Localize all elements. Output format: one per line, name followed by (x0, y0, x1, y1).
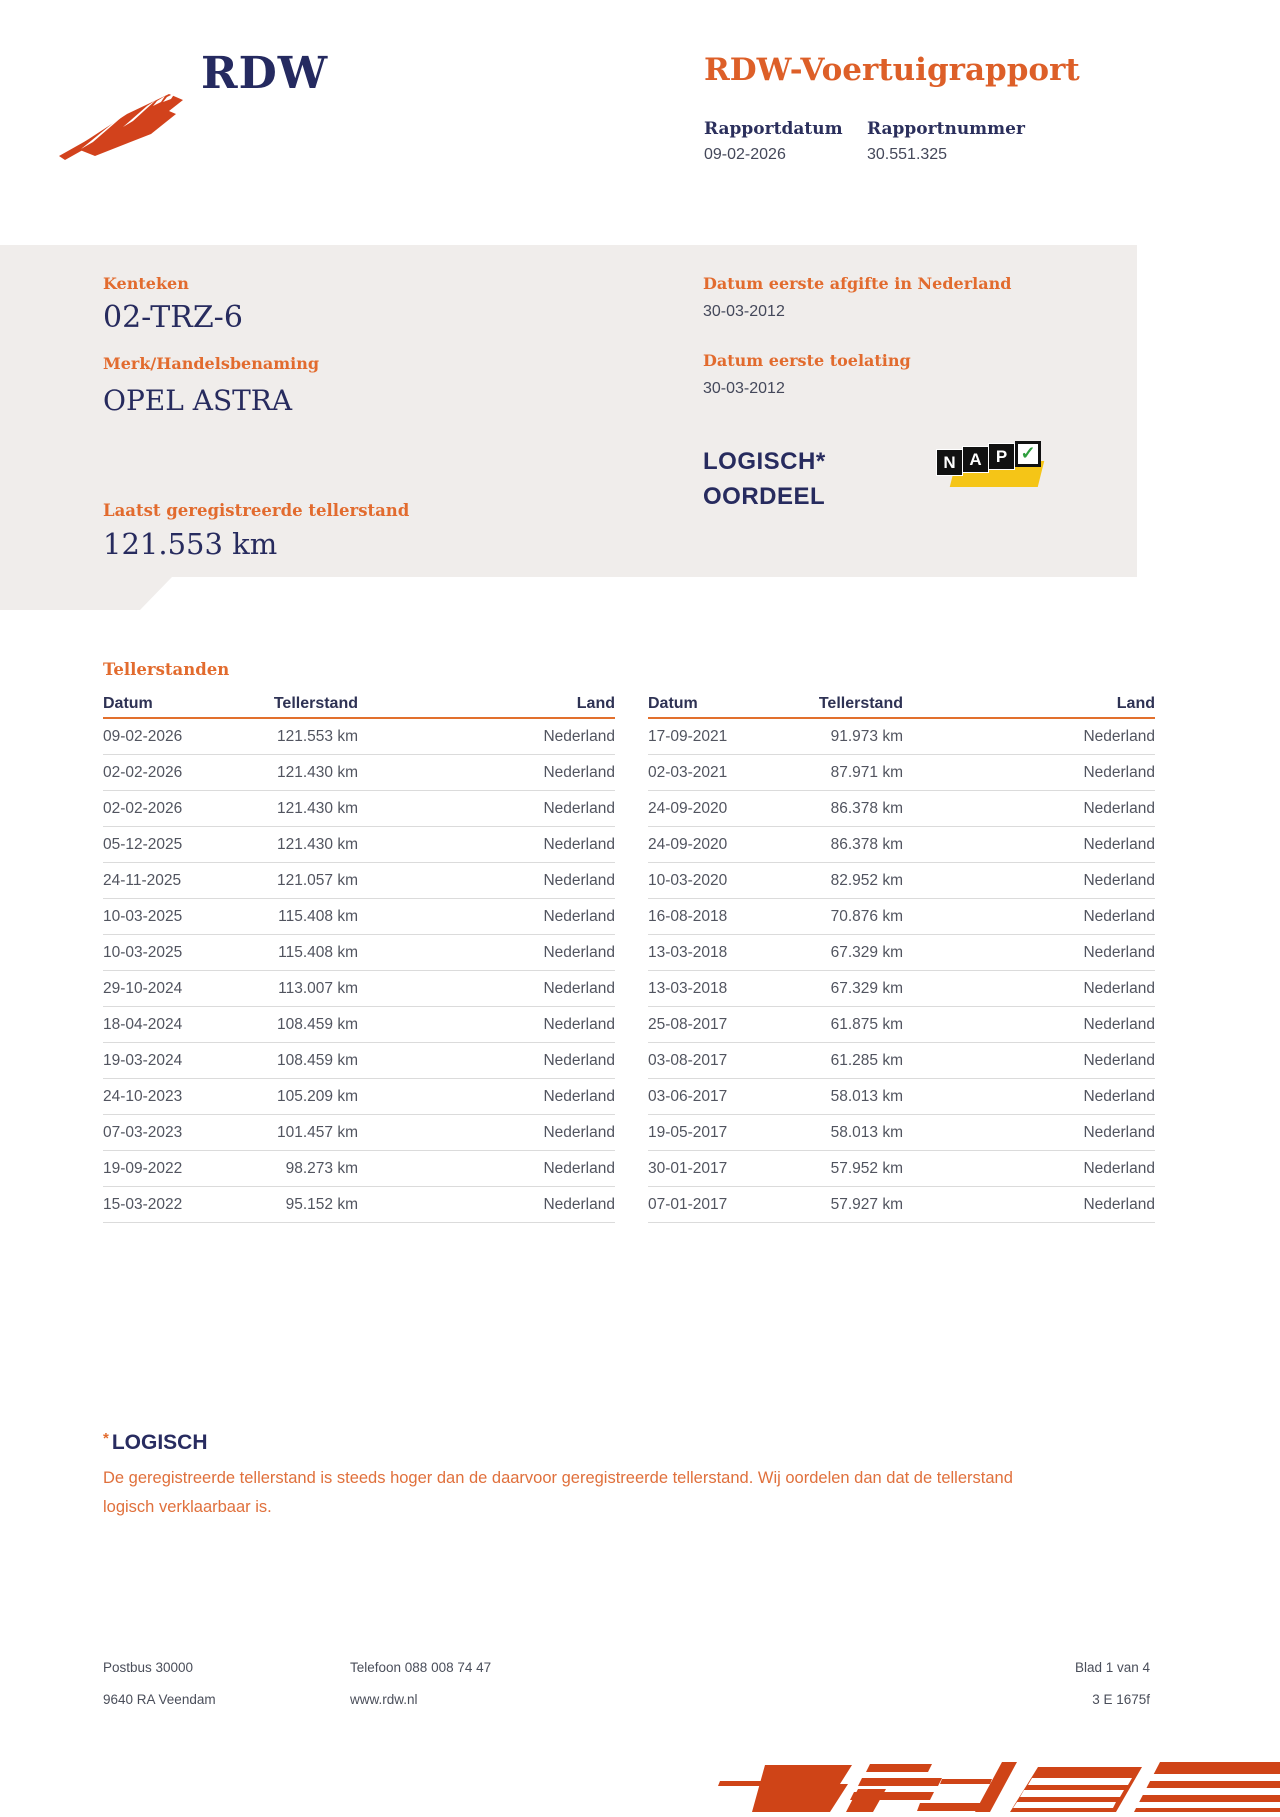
table-cell: Nederland (543, 1015, 615, 1033)
table-cell: 15-03-2022 (103, 1195, 183, 1213)
table-cell: 13-03-2018 (648, 979, 728, 997)
table-cell: 16-08-2018 (648, 907, 728, 925)
table-cell: Nederland (1083, 727, 1155, 745)
table-cell: Nederland (1083, 979, 1155, 997)
table-row (103, 1187, 615, 1223)
column-header-tellerstand: Tellerstand (818, 694, 903, 712)
oordeel-value (703, 444, 826, 514)
table-cell: Nederland (1083, 1087, 1155, 1105)
table-cell: Nederland (1083, 763, 1155, 781)
table-row (103, 899, 615, 935)
table-cell: 82.952 km (830, 871, 903, 889)
table-cell: Nederland (543, 1051, 615, 1069)
table-cell: 61.285 km (830, 1051, 903, 1069)
table-cell: 07-03-2023 (103, 1123, 183, 1141)
table-row (103, 1007, 615, 1043)
table-cell: 24-11-2025 (103, 871, 182, 889)
table-row (648, 719, 1155, 755)
report-date-value: 09-02-2026 (704, 146, 786, 163)
table-cell: Nederland (543, 1123, 615, 1141)
logisch-footnote-heading (103, 1430, 208, 1455)
footnote-asterisk: * (103, 1430, 109, 1447)
rdw-logo-text: RDW (201, 48, 329, 99)
table-cell: 24-10-2023 (103, 1087, 183, 1105)
table-cell: 02-02-2026 (103, 763, 183, 781)
table-cell: 87.971 km (830, 763, 903, 781)
table-cell: 07-01-2017 (648, 1195, 728, 1213)
nap-letter-p: P (989, 444, 1014, 469)
table-cell: 113.007 km (278, 979, 358, 997)
table-cell: 98.273 km (285, 1159, 358, 1177)
table-cell: 58.013 km (830, 1123, 903, 1141)
table-cell: 02-03-2021 (648, 763, 728, 781)
table-cell: Nederland (543, 907, 615, 925)
table-cell: 03-08-2017 (648, 1051, 728, 1069)
footer-website: www.rdw.nl (350, 1692, 418, 1707)
table-cell: 121.553 km (277, 727, 358, 745)
footer-page-number: Blad 1 van 4 (1074, 1660, 1150, 1675)
table-row (648, 1079, 1155, 1115)
table-cell: Nederland (543, 727, 615, 745)
column-header-datum: Datum (648, 694, 698, 712)
nap-letter-n: N (937, 450, 962, 475)
merk-label: Merk/Handelsbenaming (103, 354, 320, 373)
report-date-label: Rapportdatum (704, 119, 843, 139)
nap-logo (937, 441, 1041, 491)
table-cell: 115.408 km (278, 907, 358, 925)
table-cell: 57.927 km (830, 1195, 903, 1213)
nap-checkmark-icon: ✓ (1015, 441, 1041, 467)
table-row (648, 899, 1155, 935)
table-cell: 10-03-2025 (103, 943, 183, 961)
table-cell: 17-09-2021 (648, 727, 728, 745)
rdw-flag-graphic (690, 1762, 1280, 1812)
footnote-heading-text: LOGISCH (111, 1431, 208, 1454)
eerste-toelating-label: Datum eerste toelating (703, 351, 911, 370)
table-cell: 108.459 km (277, 1051, 358, 1069)
eerste-afgifte-label: Datum eerste afgifte in Nederland (703, 274, 1012, 293)
kenteken-label: Kenteken (103, 274, 189, 293)
table-cell: 86.378 km (830, 799, 903, 817)
table-cell: Nederland (1083, 1051, 1155, 1069)
table-cell: 95.152 km (285, 1195, 358, 1213)
table-cell: Nederland (1083, 1015, 1155, 1033)
table-header-row (103, 690, 615, 719)
table-row (648, 1151, 1155, 1187)
table-row (648, 935, 1155, 971)
laatste-tellerstand-label: Laatst geregistreerde tellerstand (103, 501, 410, 520)
table-row (648, 1115, 1155, 1151)
table-cell: 10-03-2020 (648, 871, 728, 889)
column-header-tellerstand: Tellerstand (273, 694, 358, 712)
table-cell: 30-01-2017 (648, 1159, 728, 1177)
table-cell: 02-02-2026 (103, 799, 183, 817)
table-cell: 61.875 km (830, 1015, 903, 1033)
rdw-feather-icon (57, 84, 187, 162)
table-cell: Nederland (543, 763, 615, 781)
table-row (648, 755, 1155, 791)
table-cell: 24-09-2020 (648, 799, 728, 817)
table-cell: 25-08-2017 (648, 1015, 728, 1033)
laatste-tellerstand-value: 121.553 km (103, 527, 278, 561)
table-row (103, 1151, 615, 1187)
meter-table-right (648, 690, 1155, 1223)
meter-table-left (103, 690, 615, 1223)
report-number-value: 30.551.325 (867, 146, 948, 163)
footer-phone: Telefoon 088 008 74 47 (350, 1660, 492, 1675)
table-cell: 09-02-2026 (103, 727, 183, 745)
table-row (103, 755, 615, 791)
table-row (103, 1115, 615, 1151)
table-cell: Nederland (543, 1159, 615, 1177)
table-cell: 91.973 km (830, 727, 903, 745)
column-header-datum: Datum (103, 694, 153, 712)
table-cell: 105.209 km (277, 1087, 358, 1105)
table-cell: Nederland (1083, 835, 1155, 853)
nap-letter-a: A (963, 447, 988, 472)
table-row (103, 827, 615, 863)
table-cell: 19-05-2017 (648, 1123, 728, 1141)
table-cell: 19-03-2024 (103, 1051, 183, 1069)
eerste-afgifte-value: 30-03-2012 (703, 303, 785, 320)
report-number-label: Rapportnummer (867, 119, 1025, 139)
table-cell: 121.430 km (277, 763, 358, 781)
eerste-toelating-value: 30-03-2012 (703, 380, 785, 397)
table-cell: Nederland (1083, 799, 1155, 817)
table-row (648, 863, 1155, 899)
table-cell: 115.408 km (278, 943, 358, 961)
table-cell: Nederland (1083, 1123, 1155, 1141)
table-cell: Nederland (543, 1087, 615, 1105)
footer-address-line1: Postbus 30000 (103, 1660, 194, 1675)
table-row (103, 791, 615, 827)
table-cell: 70.876 km (830, 907, 903, 925)
table-cell: 108.459 km (277, 1015, 358, 1033)
table-cell: 10-03-2025 (103, 907, 183, 925)
table-row (103, 1043, 615, 1079)
table-cell: 03-06-2017 (648, 1087, 728, 1105)
table-cell: 57.952 km (830, 1159, 903, 1177)
table-cell: Nederland (543, 943, 615, 961)
table-cell: 19-09-2022 (103, 1159, 183, 1177)
table-row (648, 1043, 1155, 1079)
table-row (648, 1187, 1155, 1223)
table-cell: Nederland (543, 871, 615, 889)
table-cell: 58.013 km (830, 1087, 903, 1105)
table-row (648, 827, 1155, 863)
oordeel-line1: LOGISCH* (703, 448, 826, 475)
tellerstanden-title: Tellerstanden (103, 660, 230, 679)
table-cell: Nederland (1083, 907, 1155, 925)
table-cell: Nederland (543, 799, 615, 817)
table-cell: 05-12-2025 (103, 835, 183, 853)
table-row (648, 971, 1155, 1007)
table-row (648, 1007, 1155, 1043)
table-cell: 121.430 km (277, 799, 358, 817)
table-cell: Nederland (1083, 943, 1155, 961)
table-row (648, 791, 1155, 827)
merk-value: OPEL ASTRA (103, 384, 293, 417)
table-cell: 67.329 km (830, 943, 903, 961)
table-body (103, 719, 615, 1223)
table-row (103, 863, 615, 899)
table-cell: 67.329 km (830, 979, 903, 997)
table-cell: 29-10-2024 (103, 979, 183, 997)
table-row (103, 971, 615, 1007)
page-title: RDW-Voertuigrapport (704, 52, 1080, 88)
column-header-land: Land (1116, 694, 1155, 712)
footer-form-code: 3 E 1675f (1092, 1692, 1150, 1707)
logisch-footnote-body: De geregistreerde tellerstand is steeds hoger dan de daarvoor geregistreerde tellerstand. Wij oordelen dan dat de tellerstand logisch verklaarbaar is. (103, 1469, 1013, 1516)
table-cell: Nederland (543, 1195, 615, 1213)
column-header-land: Land (576, 694, 615, 712)
table-cell: 13-03-2018 (648, 943, 728, 961)
table-body (648, 719, 1155, 1223)
kenteken-value: 02-TRZ-6 (103, 300, 243, 335)
table-header-row (648, 690, 1155, 719)
table-cell: Nederland (1083, 871, 1155, 889)
table-cell: 18-04-2024 (103, 1015, 183, 1033)
table-row (103, 935, 615, 971)
footer-address-line2: 9640 RA Veendam (103, 1692, 216, 1707)
table-row (103, 719, 615, 755)
table-cell: 24-09-2020 (648, 835, 728, 853)
table-cell: 121.057 km (277, 871, 358, 889)
oordeel-line2: OORDEEL (703, 483, 826, 510)
table-cell: Nederland (1083, 1159, 1155, 1177)
table-cell: Nederland (543, 979, 615, 997)
table-cell: 101.457 km (277, 1123, 358, 1141)
table-cell: Nederland (543, 835, 615, 853)
table-cell: 121.430 km (277, 835, 358, 853)
table-row (103, 1079, 615, 1115)
table-cell: Nederland (1083, 1195, 1155, 1213)
table-cell: 86.378 km (830, 835, 903, 853)
